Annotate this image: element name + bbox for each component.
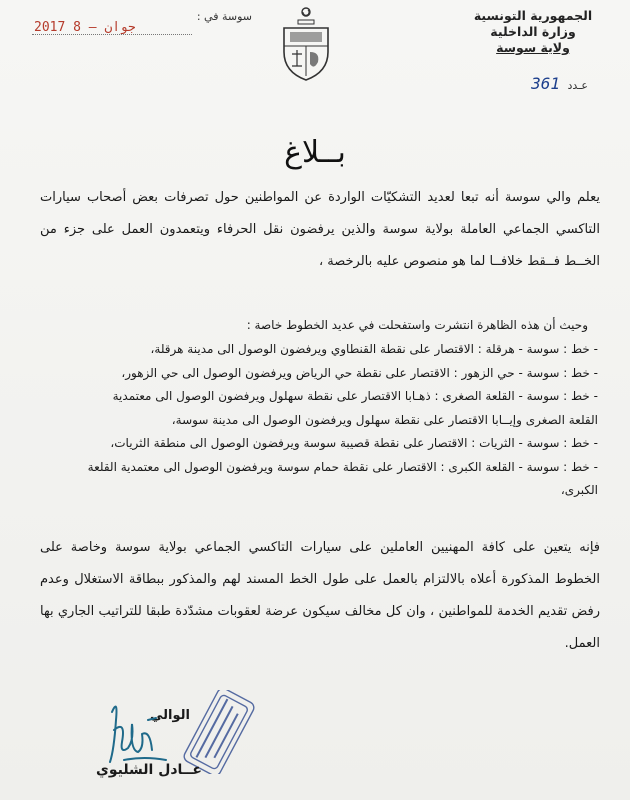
route-line: - خط : سوسة - حي الزهور : الاقتصار على نقطة حي الرياض ويرفضون الوصول الى حي الزهور، <box>121 365 598 380</box>
routes-list <box>22 338 598 503</box>
paragraph-intro: وحيث أن هذه الظاهرة انتشرت واستفحلت في عديد الخطوط خاصة : <box>246 318 588 332</box>
route-line: - خط : سوسة - القلعة الصغرى : ذهـابا الاقتصار على نقطة سهلول ويرفضون الوصول الى معتمدية <box>112 389 598 403</box>
date-label: سوسة في : <box>196 10 252 23</box>
governorate-name: ولاية سوسة <box>496 40 570 55</box>
date-value: 2017 جوان – 8 <box>34 20 136 35</box>
ministry-name: وزارة الداخلية <box>490 24 576 39</box>
route-line: القلعة الصغرى وإيــابا الاقتصار على نقطة سهلول ويرفضون الوصول الى مدينة سوسة، <box>171 412 598 427</box>
route-line: - خط : سوسة - هرقلة : الاقتصار على نقطة القنطاوي ويرفضون الوصول الى مدينة هرقلة، <box>150 342 598 356</box>
paragraph-opening: يعلم والي سوسة أنه تبعا لعديد التشكيّات الواردة عن المواطنين حول تصرفات بعض أصحاب سيارات التاكسي الجماعي العاملة بولاية سوسة والذين يرفضون نقل الحرفاء ويتعمدون العمل على جزء من الخــط فــقط خلافــا لما هو منصوص عليه بالرخصة ، <box>40 190 600 269</box>
signatory-name: عــادل الشليوي <box>96 762 202 778</box>
document-title: بــلاغ <box>284 135 346 170</box>
reference-number <box>531 74 588 93</box>
route-line: الكبرى، <box>560 483 598 497</box>
ref-label: عـدد <box>567 79 588 92</box>
letterhead <box>458 8 608 56</box>
date-dotted-line <box>32 34 192 35</box>
country-name: الجمهورية التونسية <box>473 8 593 23</box>
ref-number: 361 <box>531 74 561 93</box>
coat-of-arms-icon <box>278 6 334 84</box>
route-line: - خط : سوسة - القلعة الكبرى : الاقتصار على نقطة حمام سوسة ويرفضون الوصول الى معتمدية القلعة <box>87 459 598 474</box>
route-line: - خط : سوسة - الثريات : الاقتصار على نقطة قصيبة سوسة ويرفضون الوصول الى منطقة الثريات، <box>110 436 598 450</box>
paragraph-closing: فإنه يتعين على كافة المهنيين العاملين على سيارات التاكسي الجماعي بولاية سوسة وخاصة على الخطوط المذكورة أعلاه بالالتزام بالعمل على طول الخط المسند لهم والمذكور ببطاقة الاستغلال وعدم رفض تقديم الخدمة للمواطنين ، وان كل مخالف سيكون عرضة لعقوبات مشدّدة طبقا للتراتيب الجاري بها العمل. <box>40 540 600 651</box>
signatory-role: الوالي <box>150 708 190 723</box>
